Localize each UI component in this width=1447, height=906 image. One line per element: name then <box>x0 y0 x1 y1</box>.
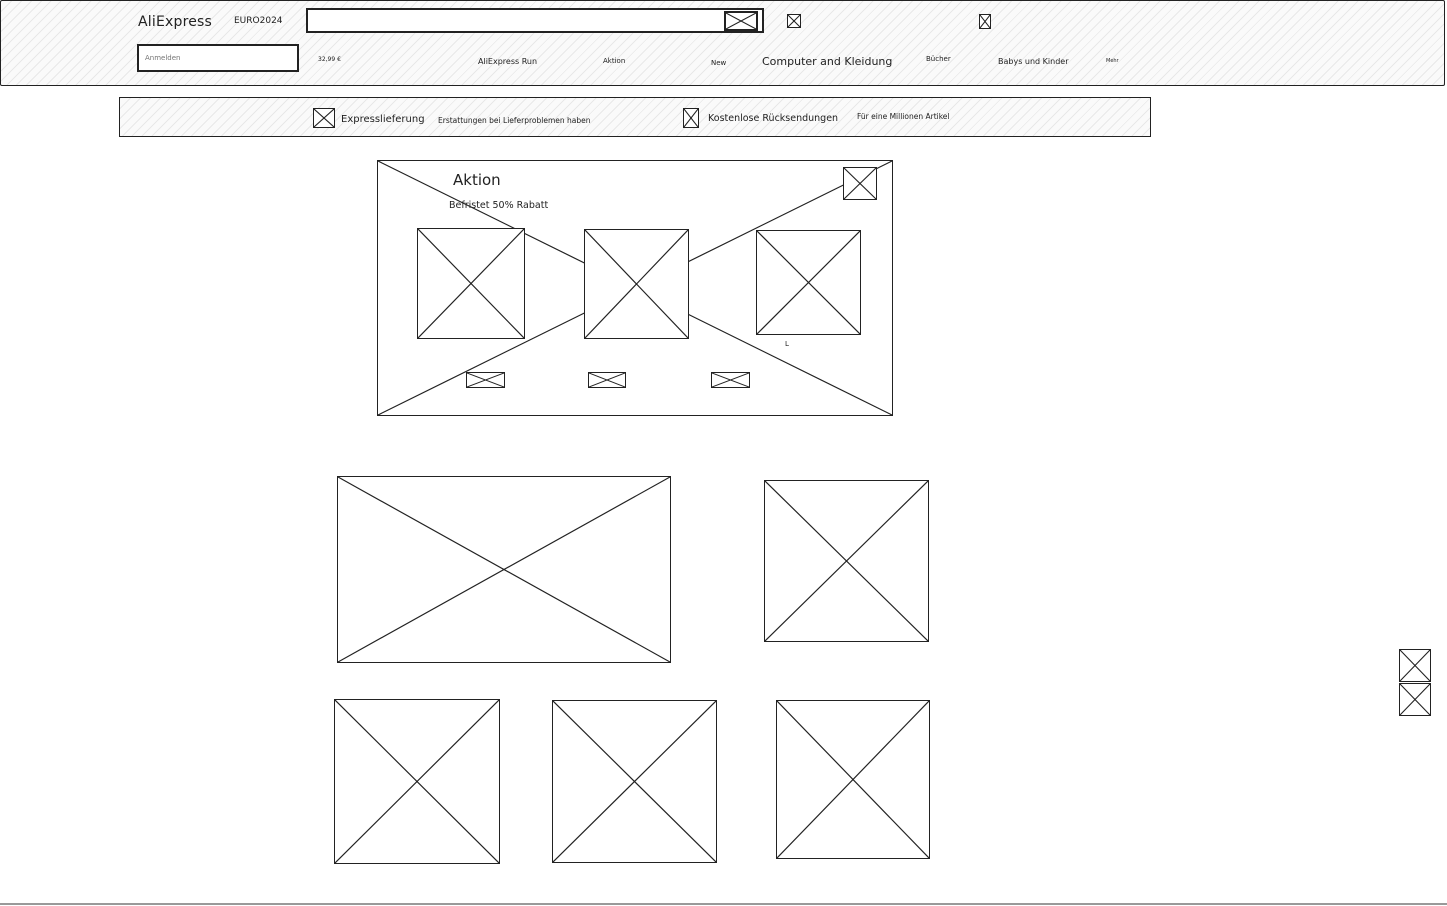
login-field[interactable] <box>137 44 299 72</box>
image-placeholder-icon <box>1400 650 1430 681</box>
benefits-bar <box>119 97 1151 137</box>
cart-icon[interactable] <box>787 14 801 28</box>
benefit-returns-note: Für eine Millionen Artikel <box>857 112 950 121</box>
benefit-returns: Kostenlose Rücksendungen <box>708 113 839 124</box>
nav-item-new[interactable]: New <box>711 59 727 67</box>
nav-item-babys-kinder[interactable]: Babys und Kinder <box>998 57 1069 66</box>
image-placeholder-icon <box>338 477 670 662</box>
image-placeholder-icon <box>765 481 928 641</box>
promo-product-1[interactable] <box>417 228 525 339</box>
search-button[interactable] <box>724 11 758 31</box>
image-placeholder-icon <box>335 700 499 863</box>
image-placeholder-icon <box>777 701 929 858</box>
nav-item-mehr[interactable]: Mehr <box>1106 58 1119 64</box>
featured-product-square[interactable] <box>764 480 929 642</box>
product-card-2[interactable] <box>552 700 717 863</box>
image-placeholder-icon <box>726 13 756 29</box>
product-card-3[interactable] <box>776 700 930 859</box>
page-bottom-border <box>0 903 1447 905</box>
side-button-1[interactable] <box>1399 649 1431 682</box>
carousel-dot-1[interactable] <box>466 372 505 388</box>
price-label: 32,99 € <box>318 56 341 63</box>
promo-product-3[interactable] <box>756 230 861 335</box>
promo-subtitle: Befristet 50% Rabatt <box>449 200 549 211</box>
account-icon[interactable] <box>979 14 991 29</box>
logo[interactable]: AliExpress <box>138 14 213 30</box>
promo-close-icon[interactable] <box>843 167 877 200</box>
nav-item-aliexpress-run[interactable]: AliExpress Run <box>478 57 538 66</box>
search-input[interactable] <box>312 12 716 30</box>
returns-icon <box>683 108 699 128</box>
nav-item-computer-kleidung[interactable]: Computer and Kleidung <box>762 55 893 68</box>
nav-item-aktion[interactable]: Aktion <box>603 57 626 65</box>
promo-caption: L <box>785 340 789 348</box>
promo-product-2[interactable] <box>584 229 689 339</box>
featured-product-large[interactable] <box>337 476 671 663</box>
promo-title: Aktion <box>453 171 501 189</box>
benefit-refund: Erstattungen bei Lieferproblemen haben <box>438 116 591 125</box>
promo-code: EURO2024 <box>234 16 283 26</box>
product-card-1[interactable] <box>334 699 500 864</box>
carousel-dot-3[interactable] <box>711 372 750 388</box>
side-button-2[interactable] <box>1399 683 1431 716</box>
image-placeholder-icon <box>1400 684 1430 715</box>
express-icon <box>313 108 335 128</box>
benefit-express: Expresslieferung <box>341 114 425 125</box>
nav-item-buecher[interactable]: Bücher <box>926 55 951 63</box>
carousel-dot-2[interactable] <box>588 372 626 388</box>
search-bar[interactable] <box>306 8 764 33</box>
image-placeholder-icon <box>553 701 716 862</box>
